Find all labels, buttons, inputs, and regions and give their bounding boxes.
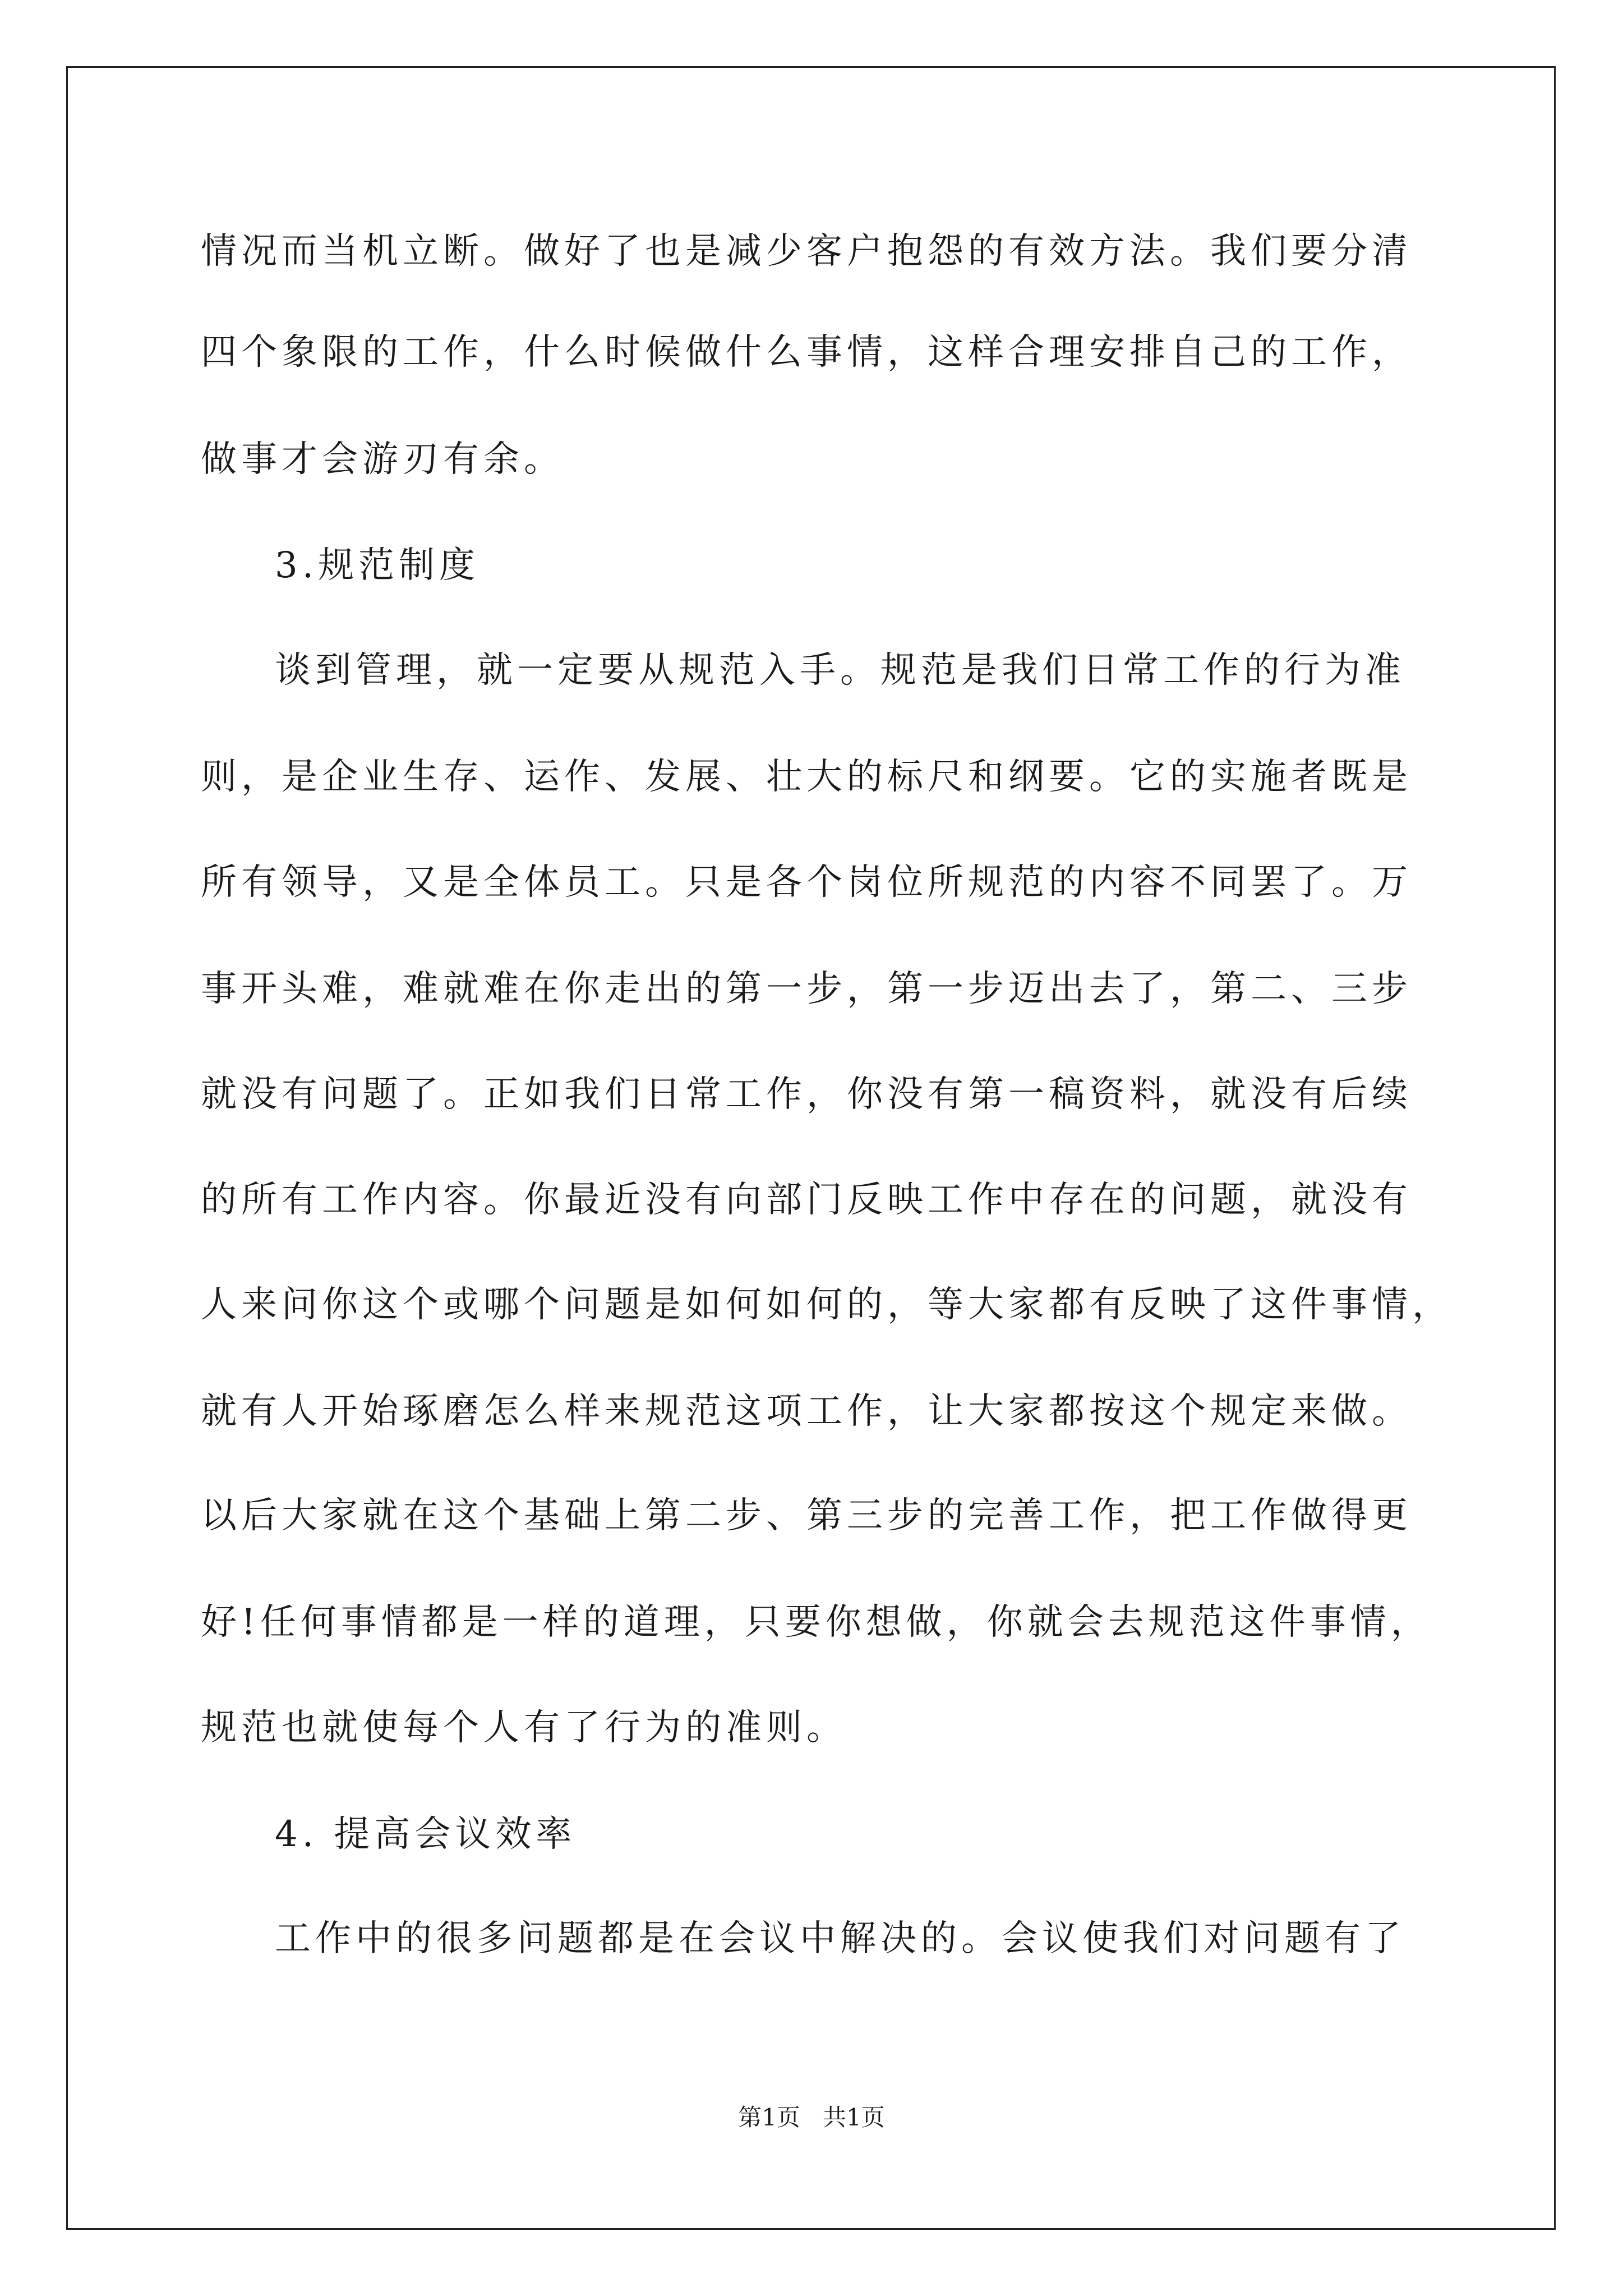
- paragraph-line: 所有领导，又是全体员工。只是各个岗位所规范的内容不同罢了。万: [201, 862, 1412, 903]
- paragraph-line: 就有人开始琢磨怎么样来规范这项工作，让大家都按这个规定来做。: [201, 1391, 1412, 1432]
- paragraph-line: 谈到管理，就一定要从规范入手。规范是我们日常工作的行为准: [275, 650, 1405, 691]
- page-total: 共1页: [823, 2104, 885, 2131]
- paragraph-line: 情况而当机立断。做好了也是减少客户抱怨的有效方法。我们要分清: [201, 231, 1412, 272]
- paragraph-line: 以后大家就在这个基础上第二步、第三步的完善工作，把工作做得更: [201, 1495, 1412, 1536]
- page-footer: [0, 2105, 1623, 2131]
- paragraph-line: 四个象限的工作，什么时候做什么事情，这样合理安排自己的工作，: [201, 332, 1412, 373]
- paragraph-line: 好!任何事情都是一样的道理，只要你想做，你就会去规范这件事情，: [201, 1602, 1431, 1643]
- paragraph-line: 的所有工作内容。你最近没有向部门反映工作中存在的问题，就没有: [201, 1179, 1412, 1221]
- paragraph-line: 规范也就使每个人有了行为的准则。: [201, 1707, 847, 1749]
- paragraph-line: 做事才会游刃有余。: [201, 439, 564, 480]
- page-border: [66, 66, 1556, 2230]
- paragraph-line: 事开头难，难就难在你走出的第一步，第一步迈出去了，第二、三步: [201, 968, 1412, 1010]
- paragraph-line: 则，是企业生存、运作、发展、壮大的标尺和纲要。它的实施者既是: [201, 756, 1412, 798]
- paragraph-line: 人来问你这个或哪个问题是如何如何的，等大家都有反映了这件事情，: [201, 1284, 1453, 1326]
- paragraph-line: 就没有问题了。正如我们日常工作，你没有第一稿资料，就没有后续: [201, 1074, 1412, 1115]
- page-number: 第1页: [738, 2104, 800, 2131]
- section-heading: 3.规范制度: [275, 545, 480, 586]
- section-heading: 4. 提高会议效率: [275, 1814, 577, 1855]
- paragraph-line: 工作中的很多问题都是在会议中解决的。会议使我们对问题有了: [275, 1918, 1405, 1959]
